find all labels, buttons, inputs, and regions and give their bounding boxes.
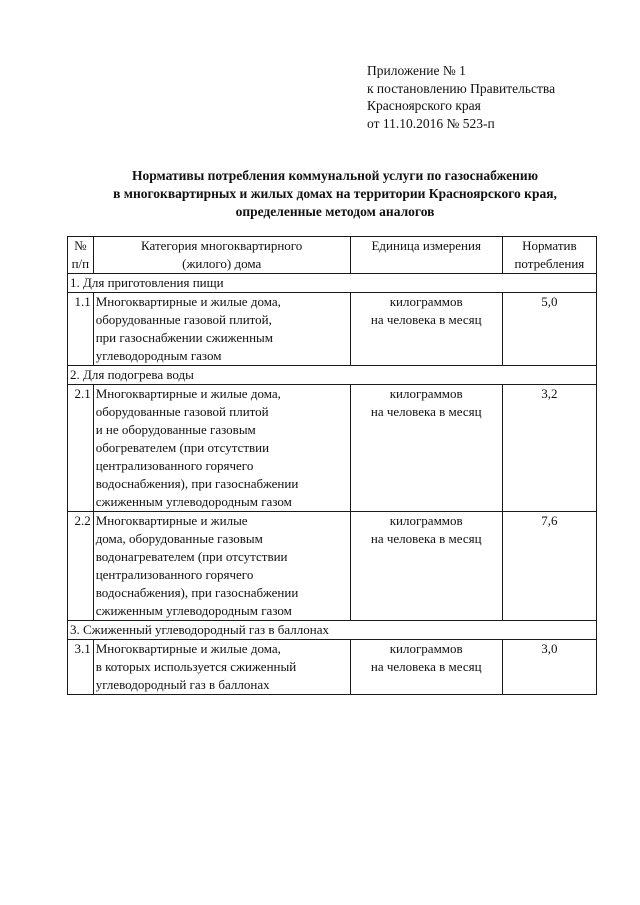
header-unit-line: Единица измерения	[371, 238, 481, 253]
row-num: 2.1	[68, 385, 94, 512]
category-line: централизованного горячего	[95, 567, 254, 582]
row-category	[93, 385, 350, 512]
header-norm	[502, 237, 596, 274]
row-category	[93, 640, 350, 695]
category-line: водонагревателем (при отсутствии	[95, 549, 288, 564]
appendix-note	[367, 62, 555, 132]
table-row	[68, 385, 597, 512]
row-unit	[350, 640, 502, 695]
title-line: определенные методом аналогов	[235, 204, 435, 219]
category-line: оборудованные газовой плитой	[95, 404, 269, 419]
row-norm: 3,0	[502, 640, 596, 695]
norms-table	[67, 236, 597, 695]
document-title	[40, 167, 630, 221]
table-row	[68, 293, 597, 366]
category-line: при газоснабжении сжиженным	[95, 330, 273, 345]
section-row	[68, 366, 597, 385]
appendix-line: Приложение № 1	[367, 63, 466, 78]
header-num-line: п/п	[71, 256, 90, 271]
unit-line: на человека в месяц	[370, 312, 482, 327]
row-num: 3.1	[68, 640, 94, 695]
unit-line: на человека в месяц	[370, 659, 482, 674]
unit-line: на человека в месяц	[370, 531, 482, 546]
row-unit	[350, 385, 502, 512]
category-line: Многоквартирные и жилые	[95, 513, 248, 528]
header-category-line: (жилого) дома	[182, 256, 262, 271]
section-title: 1. Для приготовления пищи	[68, 274, 597, 293]
table-row	[68, 640, 597, 695]
header-norm-line: Норматив	[522, 238, 577, 253]
category-line: оборудованные газовой плитой,	[95, 312, 272, 327]
table-row	[68, 512, 597, 621]
row-norm: 3,2	[502, 385, 596, 512]
section-title: 2. Для подогрева воды	[68, 366, 597, 385]
row-norm: 5,0	[502, 293, 596, 366]
row-unit	[350, 293, 502, 366]
section-title: 3. Сжиженный углеводородный газ в баллонах	[68, 621, 597, 640]
table-header-row	[68, 237, 597, 274]
category-line: Многоквартирные и жилые дома,	[95, 641, 281, 656]
unit-line: килограммов	[389, 294, 463, 309]
section-row	[68, 621, 597, 640]
unit-line: на человека в месяц	[370, 404, 482, 419]
row-num: 2.2	[68, 512, 94, 621]
category-line: сжиженным углеводородным газом	[95, 603, 292, 618]
category-line: углеводородным газом	[95, 348, 222, 363]
category-line: сжиженным углеводородным газом	[95, 494, 292, 509]
header-unit	[350, 237, 502, 274]
unit-line: килограммов	[389, 386, 463, 401]
category-line: углеводородный газ в баллонах	[95, 677, 270, 692]
header-num-line: №	[74, 238, 87, 253]
header-category	[93, 237, 350, 274]
appendix-line: от 11.10.2016 № 523-п	[367, 115, 495, 131]
row-num: 1.1	[68, 293, 94, 366]
category-line: водоснабжения), при газоснабжении	[95, 476, 299, 491]
title-line: Нормативы потребления коммунальной услуги по газоснабжению	[131, 168, 539, 183]
row-category	[93, 512, 350, 621]
unit-line: килограммов	[389, 641, 463, 656]
row-norm: 7,6	[502, 512, 596, 621]
row-category	[93, 293, 350, 366]
category-line: обогревателем (при отсутствии	[95, 440, 270, 455]
category-line: водоснабжения), при газоснабжении	[95, 585, 299, 600]
unit-line: килограммов	[389, 513, 463, 528]
header-norm-line: потребления	[514, 256, 585, 271]
category-line: и не оборудованные газовым	[95, 422, 256, 437]
category-line: Многоквартирные и жилые дома,	[95, 386, 281, 401]
category-line: в которых используется сжиженный	[95, 659, 297, 674]
section-row	[68, 274, 597, 293]
row-unit	[350, 512, 502, 621]
title-line: в многоквартирных и жилых домах на территории Красноярского края,	[113, 186, 557, 201]
header-num	[68, 237, 94, 274]
category-line: централизованного горячего	[95, 458, 254, 473]
category-line: Многоквартирные и жилые дома,	[95, 294, 281, 309]
category-line: дома, оборудованные газовым	[95, 531, 263, 546]
appendix-line: к постановлению Правительства	[367, 80, 556, 96]
appendix-line: Красноярского края	[367, 98, 481, 113]
header-category-line: Категория многоквартирного	[141, 238, 303, 253]
